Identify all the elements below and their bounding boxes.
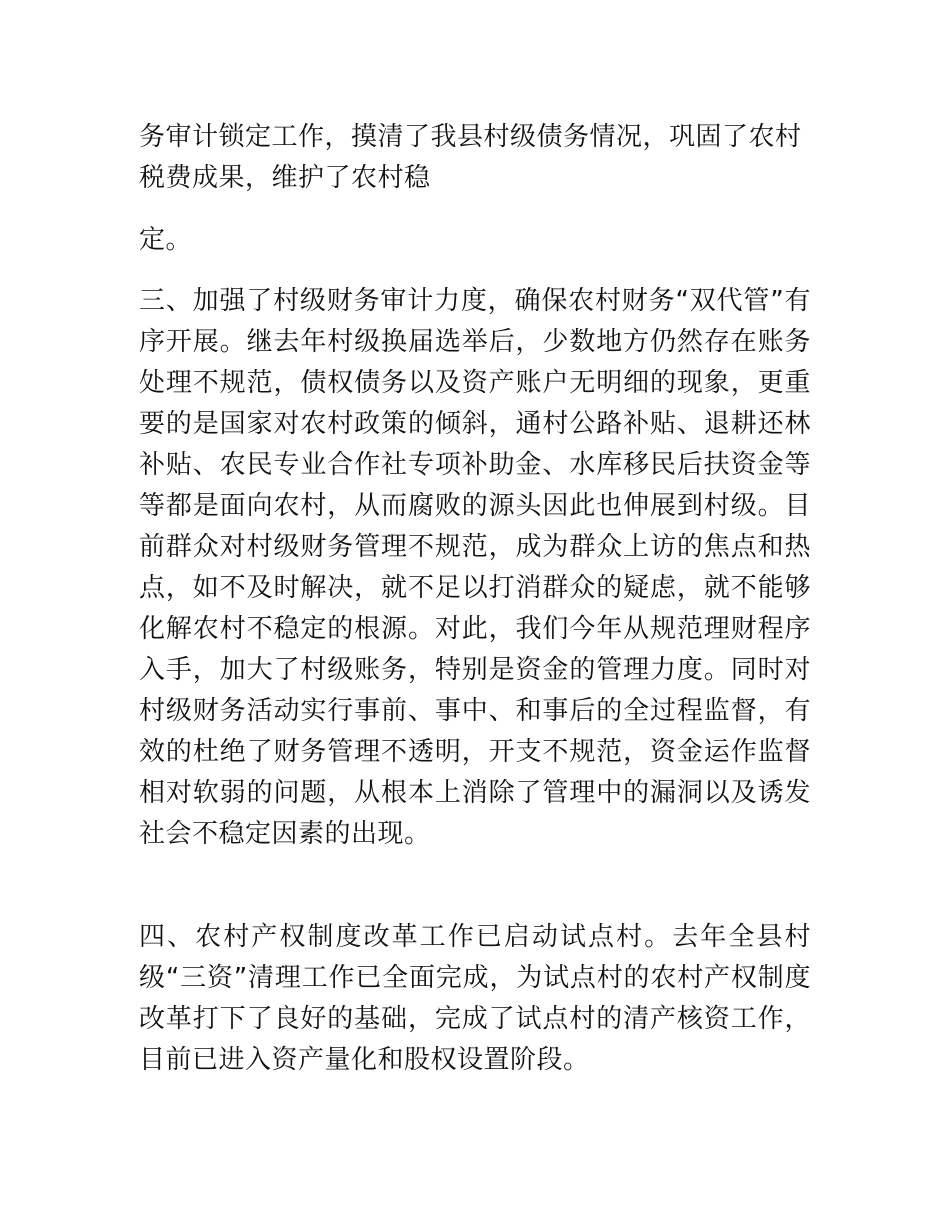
paragraph-section-three: 三、加强了村级财务审计力度，确保农村财务“双代管”有序开展。继去年村级换届选举后，少数地方仍然存在账务处理不规范，债权债务以及资产账户无明细的现象，更重要的是国家对农村政策的倾斜，通村公路补贴、退耕还林补贴、农民专业合作社专项补助金、水库移民后扶资金等等都是面向农村，从而腐败的源头因此也伸展到村级。目前群众对村级财务管理不规范，成为群众上访的焦点和热点，如不及时解决，就不足以打消群众的疑虑，就不能够化解农村不稳定的根源。对此，我们今年从规范理财程序入手，加大了村级账务，特别是资金的管理力度。同时对村级财务活动实行事前、事中、和事后的全过程监督，有效的杜绝了财务管理不透明，开支不规范，资金运作监督相对软弱的问题，从根本上消除了管理中的漏洞以及诱发社会不稳定因素的出现。 [139, 286, 811, 849]
paragraph-audit-continuation: 务审计锁定工作，摸清了我县村级债务情况，巩固了农村税费成果，维护了农村稳 [139, 122, 802, 193]
paragraph-stability-end: 定。 [139, 225, 193, 255]
paragraph-section-four: 四、农村产权制度改革工作已启动试点村。去年全县村级“三资”清理工作已全面完成，为试点村的农村产权制度改革打下了良好的基础，完成了试点村的清产核资工作，目前已进入资产量化和股权设置阶段。 [139, 922, 811, 1075]
